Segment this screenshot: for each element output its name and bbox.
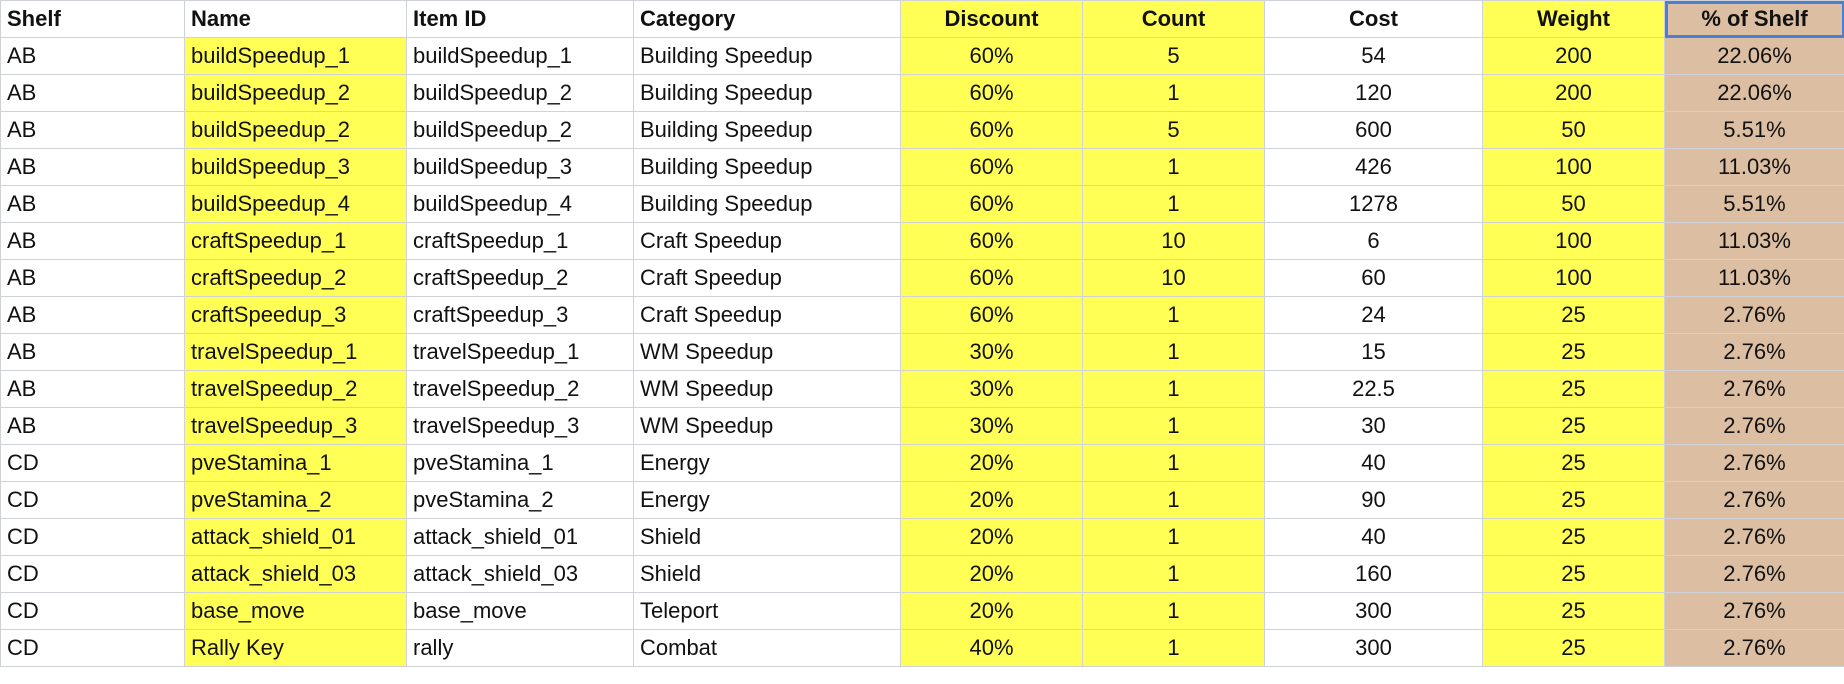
table-row — [1, 593, 1844, 630]
cell-discount[interactable]: 20% — [901, 519, 1083, 556]
cell-item-id[interactable]: attack_shield_03 — [407, 556, 634, 593]
cell-item-id[interactable]: craftSpeedup_1 — [407, 223, 634, 260]
cell-shelf[interactable]: CD — [1, 556, 185, 593]
header-shelf[interactable]: Shelf — [1, 1, 185, 38]
header-name[interactable]: Name — [185, 1, 407, 38]
cell-category[interactable]: Craft Speedup — [634, 297, 901, 334]
cell-category[interactable]: Building Speedup — [634, 38, 901, 75]
cell-name[interactable]: craftSpeedup_3 — [185, 297, 407, 334]
cell-discount[interactable]: 60% — [901, 297, 1083, 334]
header-discount[interactable]: Discount — [901, 1, 1083, 38]
cell-cost[interactable]: 300 — [1265, 593, 1483, 630]
cell-name[interactable]: craftSpeedup_2 — [185, 260, 407, 297]
cell-name[interactable]: buildSpeedup_4 — [185, 186, 407, 223]
table-row — [1, 75, 1844, 112]
cell-percent-of-shelf[interactable]: 2.76% — [1665, 297, 1844, 334]
cell-weight[interactable]: 25 — [1483, 445, 1665, 482]
cell-discount[interactable]: 30% — [901, 371, 1083, 408]
cell-percent-of-shelf[interactable]: 22.06% — [1665, 38, 1844, 75]
cell-name[interactable]: buildSpeedup_2 — [185, 112, 407, 149]
cell-item-id[interactable]: pveStamina_1 — [407, 445, 634, 482]
cell-discount[interactable]: 60% — [901, 260, 1083, 297]
table-row — [1, 630, 1844, 667]
cell-shelf[interactable]: AB — [1, 186, 185, 223]
cell-item-id[interactable]: travelSpeedup_3 — [407, 408, 634, 445]
cell-percent-of-shelf[interactable]: 2.76% — [1665, 482, 1844, 519]
cell-category[interactable]: WM Speedup — [634, 371, 901, 408]
cell-item-id[interactable]: craftSpeedup_2 — [407, 260, 634, 297]
table-row — [1, 112, 1844, 149]
cell-weight[interactable]: 25 — [1483, 593, 1665, 630]
cell-count[interactable]: 1 — [1083, 75, 1265, 112]
cell-cost[interactable]: 54 — [1265, 38, 1483, 75]
cell-percent-of-shelf[interactable]: 2.76% — [1665, 334, 1844, 371]
cell-percent-of-shelf[interactable]: 2.76% — [1665, 593, 1844, 630]
cell-cost[interactable]: 1278 — [1265, 186, 1483, 223]
cell-shelf[interactable]: AB — [1, 112, 185, 149]
cell-name[interactable]: base_move — [185, 593, 407, 630]
cell-discount[interactable]: 60% — [901, 112, 1083, 149]
cell-count[interactable]: 1 — [1083, 482, 1265, 519]
cell-weight[interactable]: 25 — [1483, 519, 1665, 556]
cell-discount[interactable]: 20% — [901, 482, 1083, 519]
cell-count[interactable]: 1 — [1083, 519, 1265, 556]
cell-category[interactable]: Shield — [634, 519, 901, 556]
table-row — [1, 371, 1844, 408]
header-cost[interactable]: Cost — [1265, 1, 1483, 38]
cell-name[interactable]: attack_shield_03 — [185, 556, 407, 593]
cell-percent-of-shelf[interactable]: 2.76% — [1665, 519, 1844, 556]
cell-cost[interactable]: 600 — [1265, 112, 1483, 149]
cell-item-id[interactable]: base_move — [407, 593, 634, 630]
cell-shelf[interactable]: CD — [1, 445, 185, 482]
cell-discount[interactable]: 20% — [901, 593, 1083, 630]
cell-cost[interactable]: 6 — [1265, 223, 1483, 260]
table-row — [1, 556, 1844, 593]
cell-percent-of-shelf[interactable]: 2.76% — [1665, 556, 1844, 593]
cell-cost[interactable]: 40 — [1265, 519, 1483, 556]
cell-item-id[interactable]: buildSpeedup_3 — [407, 149, 634, 186]
cell-count[interactable]: 1 — [1083, 556, 1265, 593]
cell-item-id[interactable]: rally — [407, 630, 634, 667]
cell-name[interactable]: pveStamina_1 — [185, 445, 407, 482]
cell-name[interactable]: travelSpeedup_3 — [185, 408, 407, 445]
table-row — [1, 445, 1844, 482]
cell-category[interactable]: WM Speedup — [634, 408, 901, 445]
cell-weight[interactable]: 200 — [1483, 75, 1665, 112]
table-row — [1, 38, 1844, 75]
cell-shelf[interactable]: AB — [1, 223, 185, 260]
cell-cost[interactable]: 30 — [1265, 408, 1483, 445]
cell-weight[interactable]: 25 — [1483, 371, 1665, 408]
cell-discount[interactable]: 20% — [901, 445, 1083, 482]
cell-shelf[interactable]: AB — [1, 371, 185, 408]
cell-discount[interactable]: 60% — [901, 186, 1083, 223]
cell-discount[interactable]: 60% — [901, 38, 1083, 75]
cell-weight[interactable]: 50 — [1483, 112, 1665, 149]
cell-percent-of-shelf[interactable]: 2.76% — [1665, 408, 1844, 445]
cell-discount[interactable]: 30% — [901, 334, 1083, 371]
cell-name[interactable]: attack_shield_01 — [185, 519, 407, 556]
cell-discount[interactable]: 60% — [901, 75, 1083, 112]
cell-count[interactable]: 1 — [1083, 630, 1265, 667]
header-percent-of-shelf[interactable]: % of Shelf — [1665, 1, 1844, 38]
cell-category[interactable]: Building Speedup — [634, 186, 901, 223]
cell-percent-of-shelf[interactable]: 2.76% — [1665, 371, 1844, 408]
table-row — [1, 334, 1844, 371]
header-item-id[interactable]: Item ID — [407, 1, 634, 38]
table-row — [1, 260, 1844, 297]
table-row — [1, 297, 1844, 334]
cell-item-id[interactable]: craftSpeedup_3 — [407, 297, 634, 334]
cell-discount[interactable]: 20% — [901, 556, 1083, 593]
cell-category[interactable]: WM Speedup — [634, 334, 901, 371]
cell-percent-of-shelf[interactable]: 22.06% — [1665, 75, 1844, 112]
cell-weight[interactable]: 25 — [1483, 630, 1665, 667]
cell-item-id[interactable]: buildSpeedup_4 — [407, 186, 634, 223]
cell-weight[interactable]: 200 — [1483, 38, 1665, 75]
cell-percent-of-shelf[interactable]: 5.51% — [1665, 186, 1844, 223]
table-body — [1, 38, 1844, 667]
cell-weight[interactable]: 25 — [1483, 408, 1665, 445]
cell-count[interactable]: 5 — [1083, 38, 1265, 75]
cell-shelf[interactable]: AB — [1, 297, 185, 334]
cell-count[interactable]: 10 — [1083, 223, 1265, 260]
cell-weight[interactable]: 50 — [1483, 186, 1665, 223]
cell-shelf[interactable]: CD — [1, 630, 185, 667]
cell-weight[interactable]: 25 — [1483, 556, 1665, 593]
cell-cost[interactable]: 60 — [1265, 260, 1483, 297]
cell-count[interactable]: 5 — [1083, 112, 1265, 149]
cell-item-id[interactable]: buildSpeedup_2 — [407, 75, 634, 112]
cell-cost[interactable]: 300 — [1265, 630, 1483, 667]
cell-category[interactable]: Building Speedup — [634, 75, 901, 112]
cell-percent-of-shelf[interactable]: 2.76% — [1665, 445, 1844, 482]
cell-name[interactable]: pveStamina_2 — [185, 482, 407, 519]
cell-shelf[interactable]: AB — [1, 408, 185, 445]
header-count[interactable]: Count — [1083, 1, 1265, 38]
table-row — [1, 223, 1844, 260]
cell-count[interactable]: 1 — [1083, 445, 1265, 482]
cell-percent-of-shelf[interactable]: 11.03% — [1665, 223, 1844, 260]
cell-shelf[interactable]: AB — [1, 75, 185, 112]
cell-shelf[interactable]: CD — [1, 593, 185, 630]
cell-category[interactable]: Shield — [634, 556, 901, 593]
cell-count[interactable]: 1 — [1083, 297, 1265, 334]
cell-shelf[interactable]: AB — [1, 149, 185, 186]
cell-weight[interactable]: 25 — [1483, 334, 1665, 371]
cell-percent-of-shelf[interactable]: 11.03% — [1665, 260, 1844, 297]
cell-category[interactable]: Craft Speedup — [634, 223, 901, 260]
cell-category[interactable]: Craft Speedup — [634, 260, 901, 297]
cell-weight[interactable]: 25 — [1483, 297, 1665, 334]
cell-shelf[interactable]: CD — [1, 519, 185, 556]
cell-discount[interactable]: 40% — [901, 630, 1083, 667]
cell-cost[interactable]: 24 — [1265, 297, 1483, 334]
cell-category[interactable]: Energy — [634, 445, 901, 482]
cell-category[interactable]: Building Speedup — [634, 149, 901, 186]
cell-count[interactable]: 1 — [1083, 186, 1265, 223]
cell-cost[interactable]: 120 — [1265, 75, 1483, 112]
cell-cost[interactable]: 426 — [1265, 149, 1483, 186]
cell-shelf[interactable]: CD — [1, 482, 185, 519]
cell-cost[interactable]: 22.5 — [1265, 371, 1483, 408]
header-row — [1, 1, 1844, 38]
cell-shelf[interactable]: AB — [1, 334, 185, 371]
cell-cost[interactable]: 40 — [1265, 445, 1483, 482]
cell-cost[interactable]: 90 — [1265, 482, 1483, 519]
cell-category[interactable]: Combat — [634, 630, 901, 667]
cell-weight[interactable]: 100 — [1483, 149, 1665, 186]
cell-category[interactable]: Energy — [634, 482, 901, 519]
cell-name[interactable]: buildSpeedup_2 — [185, 75, 407, 112]
cell-item-id[interactable]: buildSpeedup_2 — [407, 112, 634, 149]
cell-cost[interactable]: 160 — [1265, 556, 1483, 593]
cell-count[interactable]: 1 — [1083, 334, 1265, 371]
cell-shelf[interactable]: AB — [1, 38, 185, 75]
cell-name[interactable]: Rally Key — [185, 630, 407, 667]
cell-item-id[interactable]: travelSpeedup_1 — [407, 334, 634, 371]
cell-name[interactable]: buildSpeedup_1 — [185, 38, 407, 75]
cell-name[interactable]: travelSpeedup_2 — [185, 371, 407, 408]
cell-percent-of-shelf[interactable]: 5.51% — [1665, 112, 1844, 149]
cell-item-id[interactable]: pveStamina_2 — [407, 482, 634, 519]
cell-name[interactable]: buildSpeedup_3 — [185, 149, 407, 186]
cell-category[interactable]: Building Speedup — [634, 112, 901, 149]
cell-weight[interactable]: 100 — [1483, 223, 1665, 260]
cell-percent-of-shelf[interactable]: 2.76% — [1665, 630, 1844, 667]
table-row — [1, 149, 1844, 186]
cell-discount[interactable]: 30% — [901, 408, 1083, 445]
header-category[interactable]: Category — [634, 1, 901, 38]
cell-item-id[interactable]: attack_shield_01 — [407, 519, 634, 556]
cell-count[interactable]: 1 — [1083, 371, 1265, 408]
table-row — [1, 408, 1844, 445]
cell-shelf[interactable]: AB — [1, 260, 185, 297]
cell-percent-of-shelf[interactable]: 11.03% — [1665, 149, 1844, 186]
cell-weight[interactable]: 100 — [1483, 260, 1665, 297]
cell-item-id[interactable]: travelSpeedup_2 — [407, 371, 634, 408]
cell-category[interactable]: Teleport — [634, 593, 901, 630]
table-row — [1, 519, 1844, 556]
cell-count[interactable]: 1 — [1083, 593, 1265, 630]
cell-name[interactable]: travelSpeedup_1 — [185, 334, 407, 371]
cell-count[interactable]: 1 — [1083, 408, 1265, 445]
cell-cost[interactable]: 15 — [1265, 334, 1483, 371]
header-weight[interactable]: Weight — [1483, 1, 1665, 38]
cell-discount[interactable]: 60% — [901, 149, 1083, 186]
table-row — [1, 482, 1844, 519]
cell-name[interactable]: craftSpeedup_1 — [185, 223, 407, 260]
cell-item-id[interactable]: buildSpeedup_1 — [407, 38, 634, 75]
cell-count[interactable]: 1 — [1083, 149, 1265, 186]
cell-discount[interactable]: 60% — [901, 223, 1083, 260]
cell-count[interactable]: 10 — [1083, 260, 1265, 297]
table-row — [1, 186, 1844, 223]
cell-weight[interactable]: 25 — [1483, 482, 1665, 519]
